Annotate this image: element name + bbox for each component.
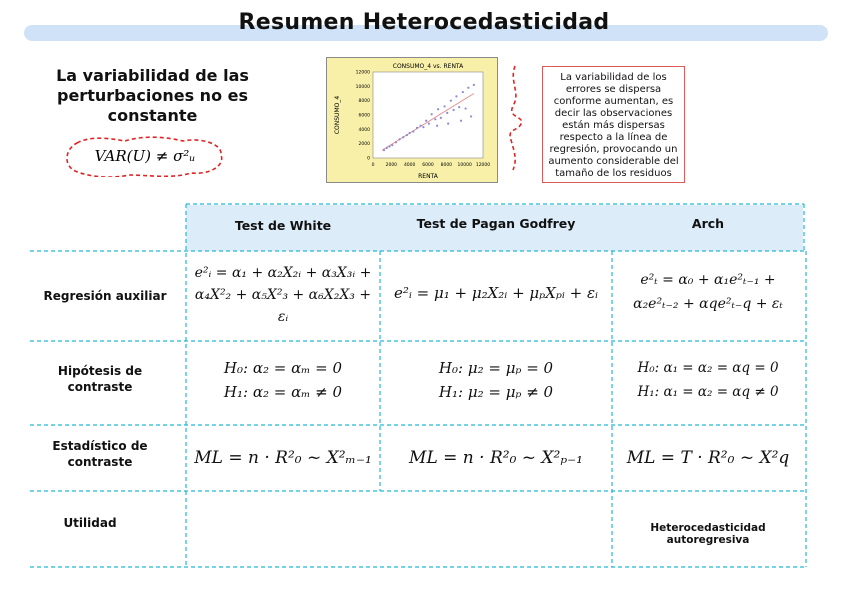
y-tick-label: 6000 <box>358 113 370 119</box>
arch-auxiliary-regression: e²ₜ = α₀ + α₁e²ₜ₋₁ + α₂e²ₜ₋₂ + αqe²ₜ₋q + εₜ <box>633 272 783 312</box>
row-label-hypotheses: Hipótesis de contraste <box>57 364 143 394</box>
arch-utility: Heterocedasticidad autoregresiva <box>650 522 766 546</box>
white-auxiliary-regression: e²ᵢ = α₁ + α₂X₂ᵢ + α₃X₃ᵢ + α₄X²₂ + α₅X²₃ + α₆X₂X₃ + εᵢ <box>194 265 372 325</box>
x-tick-label: 10000 <box>457 163 472 168</box>
x-tick-label: 2000 <box>385 163 398 168</box>
row-label-utility: Utilidad <box>63 516 117 530</box>
pagan-auxiliary-regression: e²ᵢ = μ₁ + μ₂X₂ᵢ + μₚXₚᵢ + εᵢ <box>393 284 599 302</box>
y-tick-label: 0 <box>367 156 370 162</box>
x-tick-label: 8000 <box>440 163 453 168</box>
variability-explanation: La variabilidad de los errores se dispersa conforme aumentan, es decir las observaciones están más dispersas respecto a la línea de regresión, provocando un aumento considerable del tamaño de los residuos <box>542 66 685 183</box>
variability-heading: La variabilidad de las perturbaciones no es constante <box>56 66 249 125</box>
arch-hypotheses: H₀: α₁ = α₂ = αq = 0 H₁: α₁ = α₂ = αq ≠ 0 <box>637 360 779 400</box>
row-label-auxiliary-regression: Regresión auxiliar <box>43 289 167 303</box>
page-title: Resumen Heterocedasticidad <box>238 10 610 35</box>
y-tick-label: 2000 <box>358 142 370 148</box>
y-tick-label: 8000 <box>358 99 370 105</box>
x-tick-label: 12000 <box>475 163 491 168</box>
y-axis-label: CONSUMO_4 <box>334 95 341 135</box>
variance-formula: VAR(U) ≠ σ²ᵤ <box>94 147 196 165</box>
x-tick-label: 4000 <box>403 163 416 168</box>
y-tick-label: 12000 <box>355 70 370 76</box>
column-header-pagan-godfrey: Test de Pagan Godfrey <box>416 216 576 231</box>
pagan-test-statistic: ML = n · R²₀ ~ X²ₚ₋₁ <box>409 448 583 468</box>
row-label-test-statistic: Estadístico de contraste <box>52 439 148 469</box>
white-hypotheses: H₀: α₂ = αₘ = 0 H₁: α₂ = αₘ ≠ 0 <box>223 359 343 401</box>
white-test-statistic: ML = n · R²₀ ~ X²ₘ₋₁ <box>194 448 372 468</box>
y-tick-label: 10000 <box>355 84 370 90</box>
x-axis-label: RENTA <box>418 173 438 180</box>
y-tick-label: 4000 <box>358 127 370 133</box>
x-tick-label: 0 <box>371 163 375 168</box>
pagan-hypotheses: H₀: μ₂ = μₚ = 0 H₁: μ₂ = μₚ ≠ 0 <box>438 359 554 401</box>
arch-test-statistic: ML = T · R²₀ ~ X²q <box>626 448 790 468</box>
column-header-white: Test de White <box>234 218 332 233</box>
chart-title: CONSUMO_4 vs. RENTA <box>392 63 464 70</box>
column-header-arch: Arch <box>691 216 725 231</box>
x-tick-label: 6000 <box>422 163 434 168</box>
